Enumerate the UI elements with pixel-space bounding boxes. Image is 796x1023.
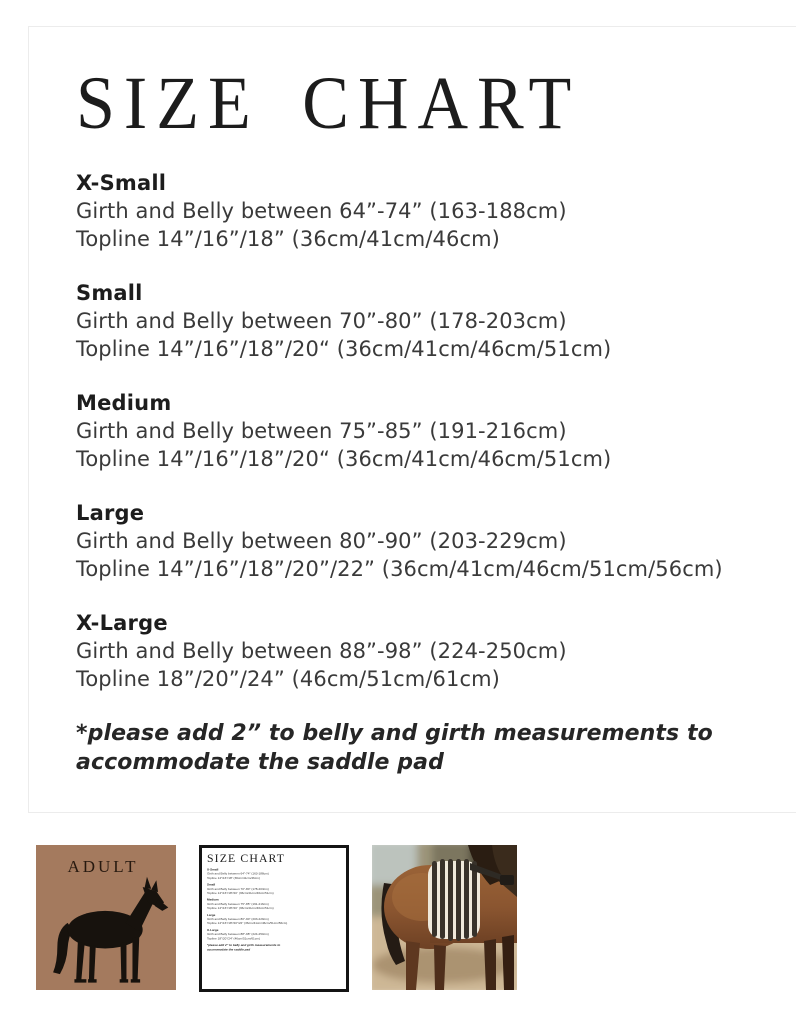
size-name: X-Small xyxy=(76,171,167,195)
mini-size-chart: SIZE CHART X-Small Girth and Belly between 64”-74” (163-188cm) Topline 14”/16”/18” (36cm/41cm/46cm) Small Girth and Belly between 70”-80” (178-203cm) Topline 14”/16”/18”/20“ (36cm/41cm/46cm/51cm) Medium Girth and Belly between 75”-85” (191-216cm) Topline 14”/16”/18”/20“ (36cm/41cm/46cm/51cm) Large Girth and Belly between 80”-90” (203-229cm) Topline 14”/16”/18”/20”/22” (36cm/41cm/46cm/51cm/56cm) X-Large Girth and Belly between 88”-98” (224-250cm) Topline 18”/20”/24” (46cm/51cm/61cm) *please add 2” to belly and girth measurements to accommodate the saddle pad xyxy=(207,852,341,952)
size-chart-card xyxy=(28,26,796,813)
note-line-2: accommodate the saddle pad xyxy=(76,750,444,775)
thumbnail-adult-horse[interactable] xyxy=(36,845,176,990)
saddle-pad-note xyxy=(76,719,777,777)
thumbnail-gallery xyxy=(36,845,517,992)
girth-spec: Girth and Belly between 80”-90” (203-229cm) xyxy=(76,529,567,553)
girth-spec: Girth and Belly between 70”-80” (178-203cm) xyxy=(76,309,567,333)
girth-spec: Girth and Belly between 64”-74” (163-188cm) xyxy=(76,199,567,223)
size-section-medium xyxy=(76,389,777,473)
size-section-xlarge xyxy=(76,609,777,693)
size-name: Medium xyxy=(76,391,172,415)
girth-spec: Girth and Belly between 75”-85” (191-216cm) xyxy=(76,419,567,443)
size-chart-title: SIZE CHART xyxy=(76,61,581,146)
size-name: X-Large xyxy=(76,611,168,635)
topline-spec: Topline 18”/20”/24” (46cm/51cm/61cm) xyxy=(76,667,500,691)
note-line-1: *please add 2” to belly and girth measurements to xyxy=(76,721,713,746)
size-section-xsmall xyxy=(76,169,777,253)
topline-spec: Topline 14”/16”/18”/20”/22” (36cm/41cm/46cm/51cm/56cm) xyxy=(76,557,723,581)
horse-photo-image xyxy=(372,845,517,990)
size-name: Small xyxy=(76,281,143,305)
topline-spec: Topline 14”/16”/18”/20“ (36cm/41cm/46cm/51cm) xyxy=(76,447,612,471)
girth-spec: Girth and Belly between 88”-98” (224-250cm) xyxy=(76,639,567,663)
adult-label: ADULT xyxy=(67,857,139,876)
topline-spec: Topline 14”/16”/18” (36cm/41cm/46cm) xyxy=(76,227,500,251)
size-name: Large xyxy=(76,501,145,525)
size-section-large xyxy=(76,499,777,583)
mini-chart-title: SIZE CHART xyxy=(207,851,286,865)
thumbnail-horse-photo[interactable] xyxy=(372,845,517,990)
horse-silhouette-image xyxy=(42,872,170,984)
size-section-small xyxy=(76,279,777,363)
topline-spec: Topline 14”/16”/18”/20“ (36cm/41cm/46cm/51cm) xyxy=(76,337,612,361)
thumbnail-size-chart-selected[interactable] xyxy=(199,845,349,992)
